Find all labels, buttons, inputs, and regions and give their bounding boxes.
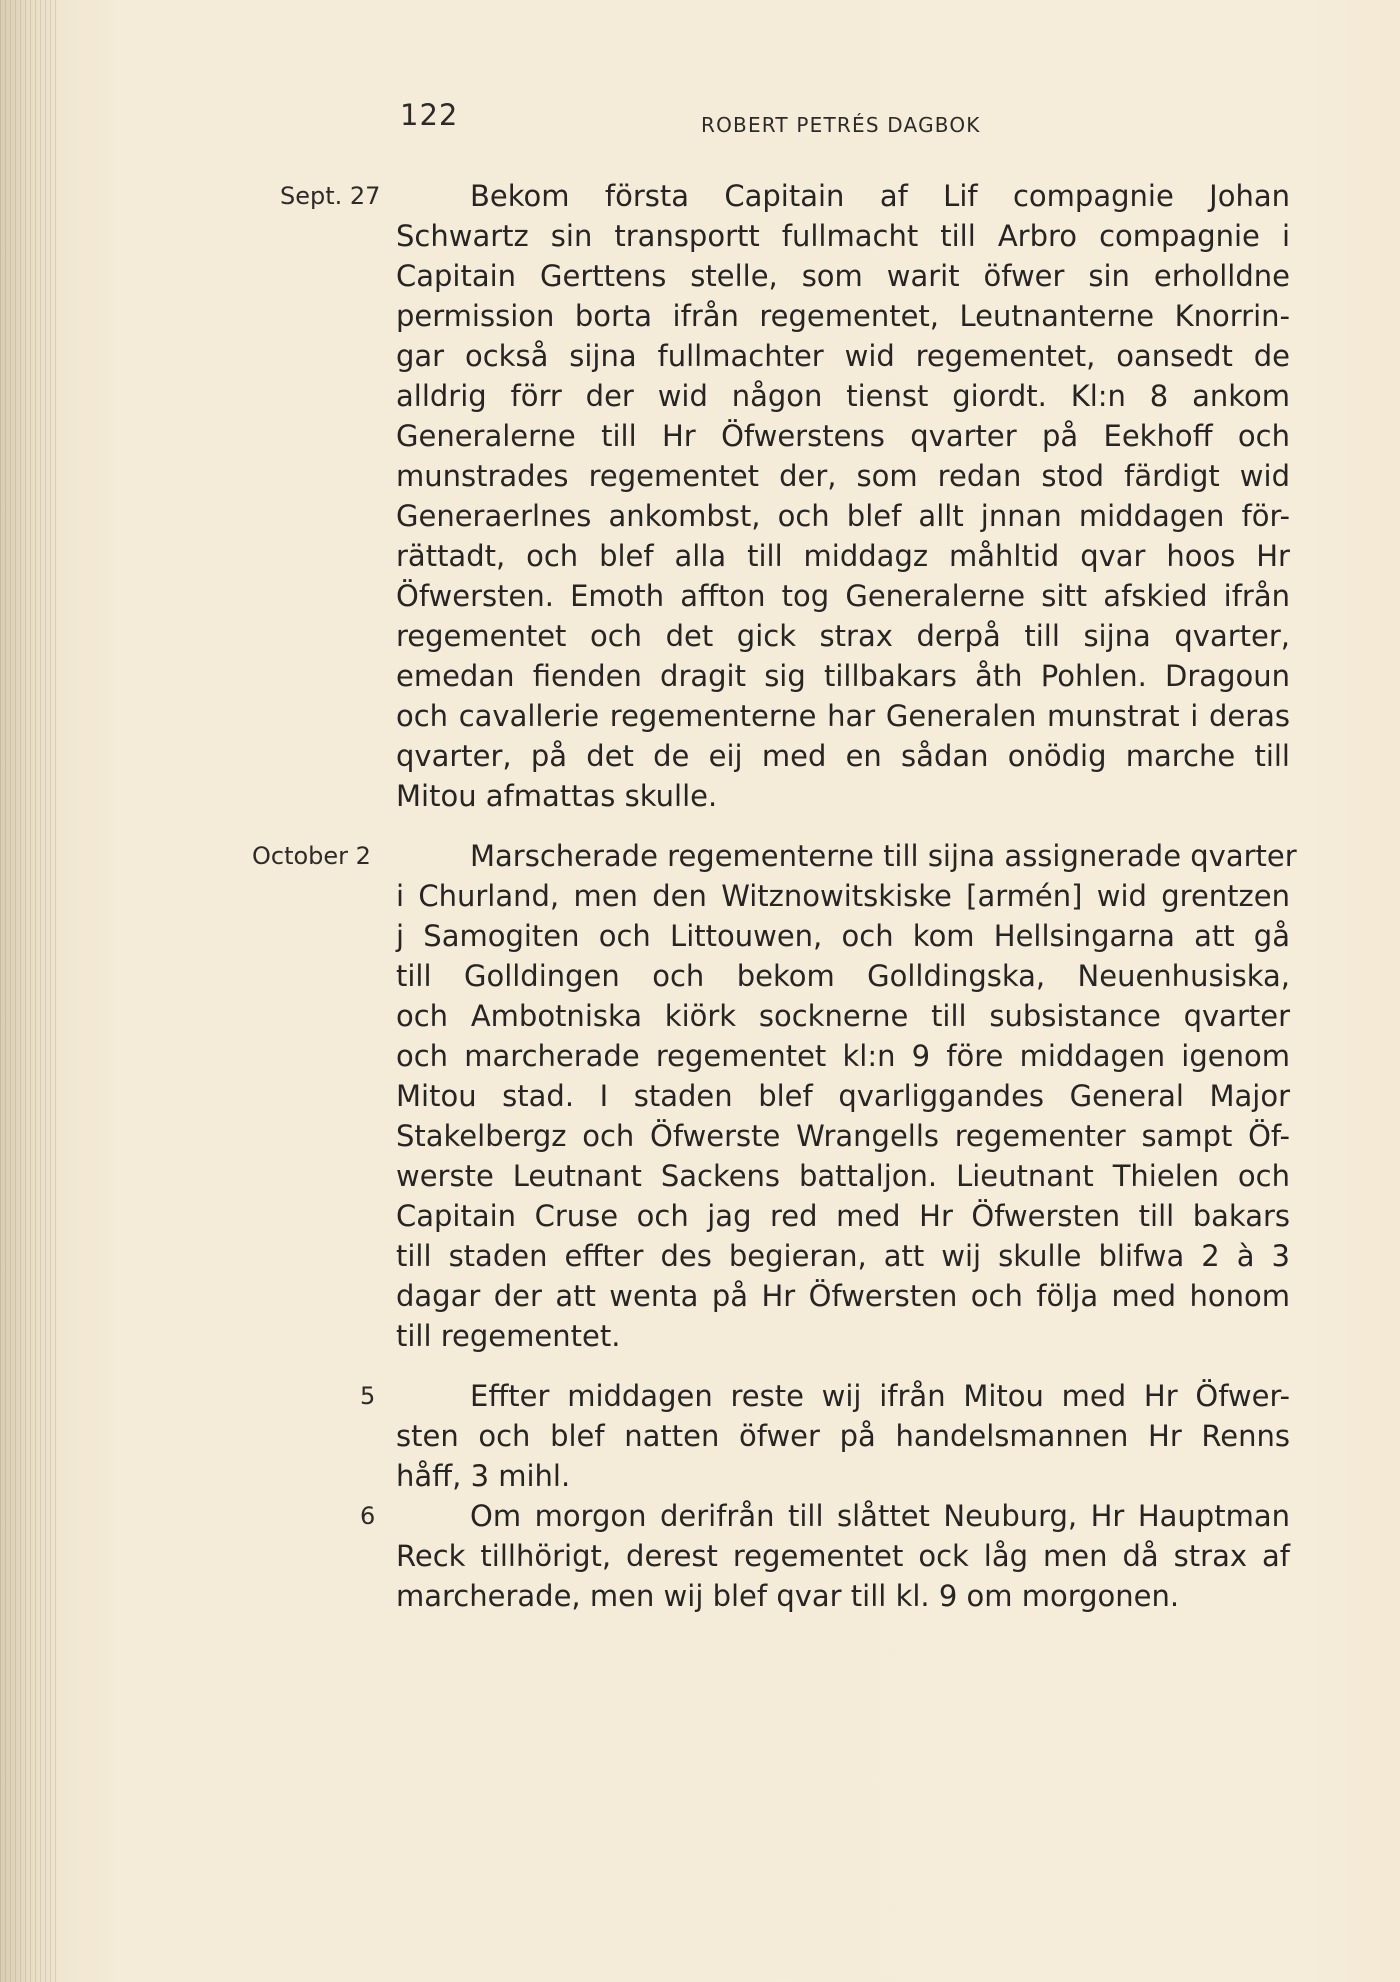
text-line: dagar der att wenta på Hr Öfwersten och följa med honom [396,1279,1290,1313]
text-line: Stakelbergz och Öfwerste Wrangells regementer sampt Öf- [396,1119,1290,1153]
text-line: Generalerne till Hr Öfwerstens qvarter på Eekhoff och [396,419,1290,453]
text-line: Bekom första Capitain af Lif compagnie Johan [470,179,1290,213]
text-line: håff, 3 mihl. [396,1459,571,1493]
page-number: 122 [400,98,459,132]
text-line: Mitou stad. I staden blef qvarliggandes General Major [396,1079,1290,1113]
text-line: och Ambotniska kiörk socknerne till subsistance qvarter [396,999,1290,1033]
text-line: permission borta ifrån regementet, Leutnanterne Knorrin- [396,299,1290,333]
text-line: Om morgon derifrån till slåttet Neuburg, Hr Hauptman [470,1499,1290,1533]
running-head: ROBERT PETRÉS DAGBOK [701,113,981,137]
text-line: munstrades regementet der, som redan stod färdigt wid [396,459,1290,493]
text-line: Generaerlnes ankombst, och blef allt jnnan middagen för- [396,499,1290,533]
text-line: werste Leutnant Sackens battaljon. Lieutnant Thielen och [396,1159,1290,1193]
entry-date: 6 [360,1502,376,1530]
text-line: Öfwersten. Emoth affton tog Generalerne sitt afskied ifrån [396,579,1290,613]
text-line: Capitain Gerttens stelle, som warit öfwer sin erholldne [396,259,1290,293]
text-line: regementet och det gick strax derpå till sijna qvarter, [396,619,1290,653]
text-line: marcherade, men wij blef qvar till kl. 9 om morgonen. [396,1579,1180,1613]
text-line: till staden effter des begieran, att wij skulle blifwa 2 à 3 [396,1239,1290,1273]
text-line: Mitou afmattas skulle. [396,779,718,813]
text-line: och marcherade regementet kl:n 9 före middagen igenom [396,1039,1290,1073]
text-line: Capitain Cruse och jag red med Hr Öfwersten till bakars [396,1199,1290,1233]
text-line: sten och blef natten öfwer på handelsmannen Hr Renns [396,1419,1290,1453]
text-line: Schwartz sin transportt fullmacht till Arbro compagnie i [396,219,1290,253]
text-line: emedan fienden dragit sig tillbakars åth Pohlen. Dragoun [396,659,1290,693]
text-line: till regementet. [396,1319,621,1353]
text-line: rättadt, och blef alla till middagz måhltid qvar hoos Hr [396,539,1290,573]
text-line: Marscherade regementerne till sijna assignerade qvarter [470,839,1297,873]
text-line: qvarter, på det de eij med en sådan onödig marche till [396,739,1290,773]
entry-date: 5 [360,1382,376,1410]
entry-date: Sept. 27 [280,182,381,210]
text-line: och cavallerie regementerne har Generalen munstrat i deras [396,699,1290,733]
text-line: gar också sijna fullmachter wid regementet, oansedt de [396,339,1290,373]
text-line: till Golldingen och bekom Golldingska, Neuenhusiska, [396,959,1290,993]
text-line: i Churland, men den Witznowitskiske [armén] wid grentzen [396,879,1290,913]
text-line: Reck tillhörigt, derest regementet ock låg men då strax af [396,1539,1290,1573]
text-line: Effter middagen reste wij ifrån Mitou med Hr Öfwer- [470,1379,1290,1413]
text-line: j Samogiten och Littouwen, och kom Hellsingarna att gå [396,919,1290,953]
binding-gutter [0,0,60,1982]
entry-date: October 2 [252,842,371,870]
text-line: alldrig förr der wid någon tienst giordt. Kl:n 8 ankom [396,379,1290,413]
